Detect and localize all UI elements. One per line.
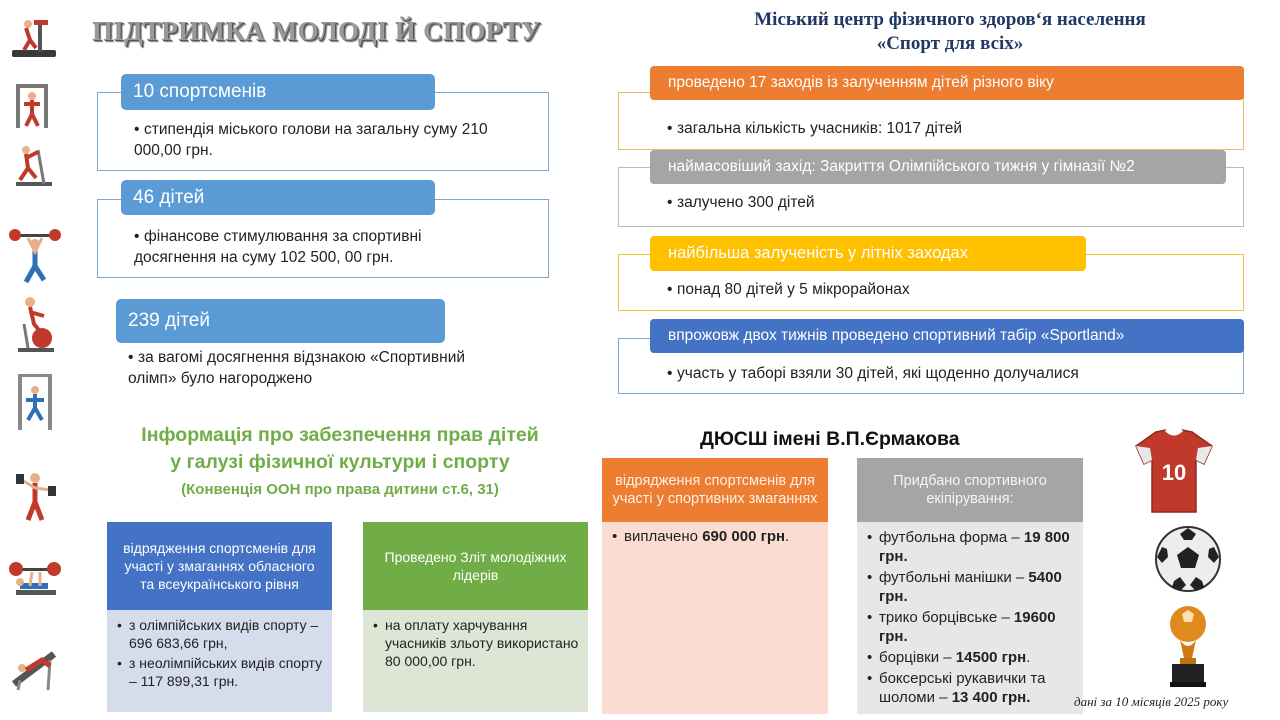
- soccer-ball-icon: [1154, 525, 1222, 593]
- stat-text: • стипендія міського голови на загальну суму 210 000,00 грн.: [134, 121, 488, 159]
- rights-title: Інформація про забезпечення прав дітей у галузі фізичної культури і спорту (Конвенція ООН про права дитини ст.6, 31): [100, 422, 580, 503]
- elliptical-icon: [8, 140, 62, 192]
- rights-col2-body: • на оплату харчування учасників зльоту використано 80 000,00 грн.: [363, 610, 588, 712]
- bench-press-icon: [8, 550, 62, 602]
- center-card: • загальна кількість учасників: 1017 дітей: [618, 92, 1244, 150]
- center-card: • залучено 300 дітей: [618, 167, 1244, 227]
- jersey-number: 10: [1161, 460, 1187, 485]
- stat-label: 10 спортсменів: [121, 74, 435, 110]
- stat-label: 239 дітей: [116, 299, 445, 343]
- center-card-label: наймасовіший захід: Закриття Олімпійського тижня у гімназії №2: [650, 150, 1226, 184]
- dyussh-title: ДЮСШ імені В.П.Єрмакова: [700, 428, 960, 450]
- center-card-label: проведено 17 заходів із залученням дітей різного віку: [650, 66, 1244, 100]
- page-title: ПІДТРИМКА МОЛОДІ Й СПОРТУ: [92, 16, 542, 46]
- ab-bench-icon: [8, 634, 62, 686]
- dyussh-col1-body: • виплачено 690 000 грн.: [602, 522, 828, 714]
- rights-col2-head: Проведено Зліт молодіжних лідерів: [363, 522, 588, 610]
- exercise-bike-icon: [8, 294, 62, 346]
- dumbbell-lifter-icon: [8, 464, 62, 516]
- center-card: • участь у таборі взяли 30 дітей, які щоденно долучалися: [618, 338, 1244, 394]
- center-card-label: найбільша залученість у літніх заходах: [650, 236, 1086, 271]
- stat-label: 46 дітей: [121, 180, 435, 215]
- barbell-runner-icon: [8, 226, 62, 278]
- squat-rack-icon: [8, 372, 62, 424]
- center-card: • понад 80 дітей у 5 мікрорайонах: [618, 254, 1244, 311]
- jersey-icon: [1134, 428, 1214, 516]
- footnote: дані за 10 місяців 2025 року: [1074, 694, 1229, 709]
- rights-subtitle: (Конвенція ООН про права дитини ст.6, 31): [181, 481, 499, 498]
- center-card-label: впрожовж двох тижнів проведено спортивний табір «Sportland»: [650, 319, 1244, 353]
- rights-col1-head: відрядження спортсменів для участі у змаганнях обласного та всеукраїнського рівня: [107, 522, 332, 610]
- treadmill-icon: [8, 14, 62, 66]
- stat-text: • фінансове стимулювання за спортивні досягнення на суму 102 500, 00 грн.: [134, 228, 422, 266]
- stat-text: • за вагомі досягнення відзнакою «Спортивний олімп» було нагороджено: [128, 349, 466, 387]
- weight-machine-icon: [8, 80, 62, 132]
- rights-col1-body: • з олімпійських видів спорту – 696 683,66 грн, • з неолімпійських видів спорту – 117 899,31 грн.: [107, 610, 332, 712]
- dyussh-col1-head: відрядження спортсменів для участі у спортивних змаганнях: [602, 458, 828, 522]
- dyussh-col2-head: Придбано спортивного екіпірування:: [857, 458, 1083, 522]
- dyussh-col2-body: • футбольна форма – 19 800 грн. • футбольні манішки – 5400 грн. • трико борцівське – 19600 грн. • борцівки – 14500 грн. • боксерські рукавички та шоломи – 13 400 грн.: [857, 522, 1083, 714]
- trophy-icon: [1160, 602, 1216, 688]
- center-title: Міський центр фізичного здоров‘я населення «Спорт для всіх»: [754, 9, 1146, 54]
